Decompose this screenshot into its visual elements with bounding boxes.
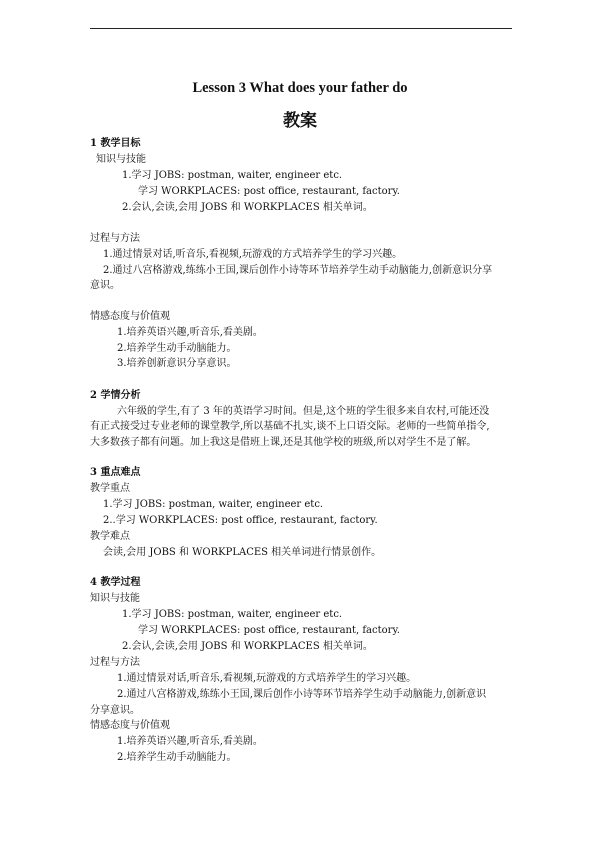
text-line: 2.通过八宫格游戏,练练小王国,课后创作小诗等环节培养学生动手动脑能力,创新意识分享 xyxy=(103,265,493,276)
section-heading-teaching-process: 4 教学过程 xyxy=(90,577,141,588)
text-line: 1.培养英语兴趣,听音乐,看美剧。 xyxy=(117,736,263,747)
text-line: 2.培养学生动手动脑能力。 xyxy=(117,343,237,354)
text-line: 1.通过情景对话,听音乐,看视频,玩游戏的方式培养学生的学习兴趣。 xyxy=(103,249,403,260)
section-heading-objectives: 1 教学目标 xyxy=(90,138,141,149)
text-line: 2.会认,会读,会用 JOBS 和 WORKPLACES 相关单词。 xyxy=(122,202,373,213)
text-line: 学习 WORKPLACES: post office, restaurant, factory. xyxy=(138,625,400,636)
subheading-key-focus: 教学重点 xyxy=(90,483,130,494)
subheading-process-methods: 过程与方法 xyxy=(90,657,140,668)
text-line: 1.培养英语兴趣,听音乐,看美剧。 xyxy=(117,327,263,338)
text-line: 2.通过八宫格游戏,练练小王国,课后创作小诗等环节培养学生动手动脑能力,创新意识 xyxy=(117,689,487,700)
subheading-difficulties: 教学难点 xyxy=(90,531,130,542)
text-line: 2..学习 WORKPLACES: post office, restaurant, factory. xyxy=(103,515,378,526)
lesson-title: Lesson 3 What does your father do xyxy=(192,80,408,96)
text-line: 意识。 xyxy=(90,280,120,291)
text-line: 2.培养学生动手动脑能力。 xyxy=(117,752,237,763)
text-line: 大多数孩子都有问题。加上我这是借班上课,还是其他学校的班级,所以对学生不是了解。 xyxy=(90,437,477,448)
header-rule xyxy=(90,28,512,29)
text-line: 1.学习 JOBS: postman, waiter, engineer etc. xyxy=(103,499,324,510)
subheading-knowledge-skills: 知识与技能 xyxy=(90,593,140,604)
section-heading-learner-analysis: 2 学情分析 xyxy=(90,390,141,401)
text-line: 1.学习 JOBS: postman, waiter, engineer etc. xyxy=(122,170,343,181)
text-line: 学习 WORKPLACES: post office, restaurant, factory. xyxy=(138,186,400,197)
subheading-attitudes-values: 情感态度与价值观 xyxy=(90,311,170,322)
section-heading-key-points: 3 重点难点 xyxy=(90,467,141,478)
text-line: 1.学习 JOBS: postman, waiter, engineer etc. xyxy=(122,609,343,620)
subheading-attitudes-values: 情感态度与价值观 xyxy=(90,720,170,731)
subheading-process-methods: 过程与方法 xyxy=(90,233,140,244)
text-line: 会读,会用 JOBS 和 WORKPLACES 相关单词进行情景创作。 xyxy=(103,547,382,558)
text-line: 3.培养创新意识分享意识。 xyxy=(117,358,237,369)
text-line: 1.通过情景对话,听音乐,看视频,玩游戏的方式培养学生的学习兴趣。 xyxy=(117,673,417,684)
text-line: 分享意识。 xyxy=(90,705,140,716)
lesson-subtitle: 教案 xyxy=(283,111,317,131)
text-line: 2.会认,会读,会用 JOBS 和 WORKPLACES 相关单词。 xyxy=(122,641,373,652)
subheading-knowledge-skills: 知识与技能 xyxy=(96,154,146,165)
text-line: 六年级的学生,有了 3 年的英语学习时间。但是,这个班的学生很多来自农村,可能还没 xyxy=(117,406,490,417)
text-line: 有正式接受过专业老师的课堂教学,所以基础不扎实,谈不上口语交际。老师的一些简单指令, xyxy=(90,421,490,432)
